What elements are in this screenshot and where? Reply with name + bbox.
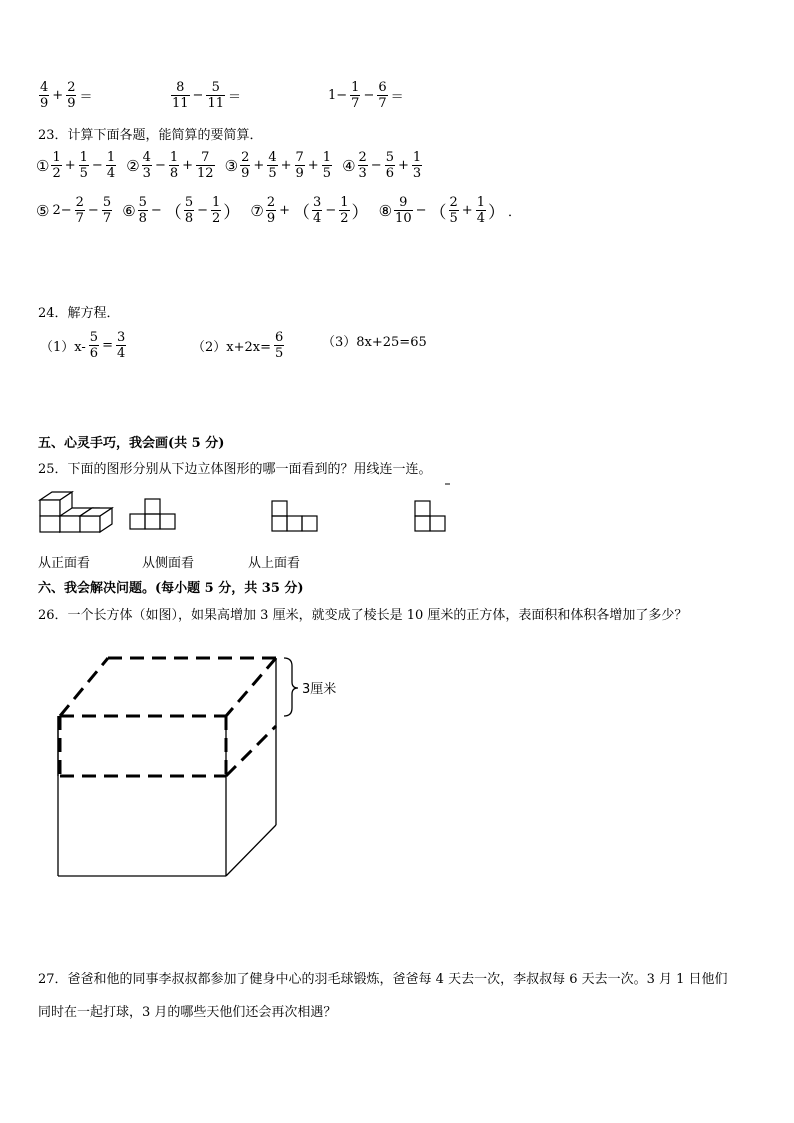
fraction-denominator: 8 [184, 211, 194, 226]
operator: + [307, 158, 319, 173]
fraction-numerator: 1 [52, 150, 61, 165]
solid-figure [40, 492, 112, 532]
operator: + [64, 158, 76, 173]
fraction-denominator: 5 [322, 166, 331, 181]
item-number: ⑧ [378, 201, 393, 220]
fraction [312, 195, 322, 226]
fraction-denominator: 3 [142, 166, 151, 181]
fraction-denominator: 9 [295, 166, 304, 181]
fraction-numerator: 4 [268, 150, 277, 165]
fraction-denominator: 9 [40, 96, 49, 111]
item-number: ④ [342, 156, 356, 175]
fraction-numerator: 9 [399, 195, 408, 210]
fraction [267, 150, 277, 181]
fraction [51, 150, 61, 181]
fraction-denominator: 5 [275, 346, 284, 361]
item-number: ② [126, 156, 140, 175]
q23-expr-3 [225, 150, 333, 181]
q23-expr-7 [250, 195, 369, 226]
operator: ． [507, 205, 521, 220]
operator: + [52, 88, 64, 103]
fraction [358, 150, 368, 181]
q25-label-front: 从正面看 [38, 556, 91, 571]
fraction [240, 150, 250, 181]
fraction [171, 80, 190, 111]
fraction-numerator: 2 [241, 150, 250, 165]
fraction [322, 150, 332, 181]
q27-line1: 27．爸爸和他的同事李叔叔都参加了健身中心的羽毛球锻炼，爸爸每 4 天去一次，李叔叔每 6 天去一次。3 月 1 日他们 [38, 972, 728, 987]
fraction [394, 195, 413, 226]
fraction [106, 150, 116, 181]
fraction [184, 195, 194, 226]
fraction-numerator: 5 [89, 330, 99, 345]
q23-expr-5 [36, 195, 113, 226]
fraction-denominator: 5 [79, 166, 88, 181]
fraction-numerator: 6 [378, 80, 387, 95]
fraction [39, 80, 49, 111]
fraction [169, 150, 179, 181]
prev-expr-2 [170, 80, 243, 111]
fraction [66, 80, 76, 111]
fraction-numerator: 1 [169, 150, 179, 165]
q23-expr-6 [122, 195, 241, 226]
operator: （1）x- [40, 340, 86, 355]
fraction [476, 195, 486, 226]
q26-figure-label: 3厘米 [302, 682, 337, 697]
fraction-numerator: 1 [322, 150, 331, 165]
q23-title: 23．计算下面各题，能简算的要简算． [38, 128, 263, 143]
fraction-numerator: 4 [142, 150, 151, 165]
q26-title: 26．一个长方体（如图），如果高增加 3 厘米，就变成了棱长是 10 厘米的正方体，表面积和体积各增加了多少？ [38, 608, 688, 623]
fraction-numerator: 5 [102, 195, 112, 210]
q25-label-top: 从上面看 [248, 556, 301, 571]
item-number: ⑦ [250, 201, 264, 220]
fraction-numerator: 5 [385, 150, 394, 165]
fraction-denominator: 7 [102, 211, 112, 226]
operator: − [363, 88, 375, 103]
fraction [79, 150, 89, 181]
parenthesis: ） [223, 203, 241, 223]
fraction [412, 150, 422, 181]
q23-expr-2 [126, 150, 215, 181]
fraction-denominator: 4 [116, 346, 126, 361]
fraction-numerator: 3 [313, 195, 322, 210]
fraction-denominator: 11 [207, 96, 224, 111]
fraction [266, 195, 276, 226]
q25-figures [30, 478, 470, 550]
fraction-numerator: 1 [340, 195, 349, 210]
q23-row2 [36, 195, 527, 226]
operator: ＝ [79, 90, 93, 105]
fraction [206, 80, 225, 111]
q24-eq-2 [190, 330, 285, 361]
fraction [196, 150, 215, 181]
operator: + [461, 203, 473, 218]
fraction-numerator: 2 [266, 195, 276, 210]
prev-expr-3 [326, 80, 406, 111]
fraction-numerator: 7 [201, 150, 210, 165]
fraction-denominator: 10 [395, 211, 412, 226]
fraction-numerator: 1 [351, 80, 360, 95]
fraction-denominator: 2 [340, 211, 349, 226]
fraction-denominator: 11 [172, 96, 189, 111]
parenthesis: （ [429, 203, 447, 223]
fraction-denominator: 3 [358, 166, 367, 181]
operator: 2− [52, 203, 72, 218]
operator: − [197, 203, 209, 218]
fraction-denominator: 2 [52, 166, 61, 181]
operator: − [154, 158, 166, 173]
operator: − [192, 88, 204, 103]
fraction-numerator: 4 [40, 80, 49, 95]
q24-title: 24．解方程． [38, 306, 120, 321]
fraction [211, 195, 221, 226]
view-figure-1 [130, 499, 175, 529]
fraction-numerator: 7 [295, 150, 304, 165]
operator: （2）x+2x= [192, 340, 271, 355]
fraction [89, 330, 99, 361]
operator: （3）8x+25=65 [322, 335, 427, 350]
q23-row1 [36, 150, 427, 181]
fraction [274, 330, 284, 361]
view-figure-2 [272, 501, 317, 531]
operator: ＝ [390, 90, 404, 105]
fraction-denominator: 9 [241, 166, 250, 181]
parenthesis: ） [351, 203, 369, 223]
fraction-denominator: 5 [449, 211, 458, 226]
fraction-denominator: 4 [476, 211, 485, 226]
fraction-denominator: 4 [313, 211, 322, 226]
fraction-numerator: 2 [449, 195, 458, 210]
fraction [295, 150, 305, 181]
operator: + [279, 203, 291, 218]
q24-eq-1 [38, 330, 127, 361]
operator: + [280, 158, 292, 173]
section6-heading: 六、我会解决问题。(每小题 5 分，共 35 分) [38, 581, 304, 596]
fraction [102, 195, 112, 226]
section5-heading: 五、心灵手巧，我会画(共 5 分) [38, 436, 225, 451]
fraction-numerator: 1 [106, 150, 116, 165]
q24-eq-3 [320, 330, 429, 350]
fraction-denominator: 3 [412, 166, 422, 181]
fraction-denominator: 12 [197, 166, 214, 181]
q26-cuboid-figure [40, 640, 380, 890]
fraction [138, 195, 148, 226]
fraction-numerator: 2 [358, 150, 367, 165]
operator: − [87, 203, 99, 218]
fraction-denominator: 7 [75, 211, 84, 226]
fraction-denominator: 6 [89, 346, 99, 361]
fraction-denominator: 6 [385, 166, 394, 181]
item-number: ⑤ [36, 201, 50, 220]
operator: + [253, 158, 265, 173]
item-number: ⑥ [122, 201, 136, 220]
fraction-numerator: 2 [67, 80, 76, 95]
fraction-numerator: 1 [79, 150, 88, 165]
q27-line2: 同时在一起打球，3 月的哪些天他们还会再次相遇？ [38, 1005, 337, 1020]
fraction-denominator: 2 [212, 211, 221, 226]
fraction-denominator: 4 [106, 166, 116, 181]
fraction-denominator: 8 [169, 166, 179, 181]
prev-problems-row [38, 80, 758, 116]
fraction [339, 195, 349, 226]
operator: − [415, 203, 427, 218]
q23-expr-1 [36, 150, 117, 181]
fraction-numerator: 1 [212, 195, 221, 210]
fraction [377, 80, 387, 111]
operator: − [325, 203, 337, 218]
parenthesis: ） [487, 203, 505, 223]
fraction-numerator: 2 [75, 195, 84, 210]
q23-expr-8 [379, 195, 523, 226]
fraction-numerator: 1 [412, 150, 422, 165]
prev-expr-1 [38, 80, 94, 111]
view-figure-3 [415, 501, 445, 531]
fraction-denominator: 5 [268, 166, 277, 181]
fraction-denominator: 7 [351, 96, 360, 111]
item-number: ③ [224, 156, 239, 175]
fraction-numerator: 5 [138, 195, 147, 210]
q23-expr-4 [342, 150, 423, 181]
parenthesis: （ [293, 203, 311, 223]
operator: 1− [328, 88, 348, 103]
fraction-denominator: 7 [378, 96, 387, 111]
item-number: ① [36, 156, 50, 175]
fraction-denominator: 8 [138, 211, 147, 226]
operator: − [370, 158, 382, 173]
fraction [350, 80, 360, 111]
operator: + [182, 158, 194, 173]
operator: + [397, 158, 409, 173]
fraction [116, 330, 126, 361]
fraction-numerator: 1 [476, 195, 485, 210]
operator: = [102, 338, 113, 353]
fraction-numerator: 6 [275, 330, 284, 345]
operator: − [150, 203, 162, 218]
fraction [449, 195, 459, 226]
fraction-denominator: 9 [266, 211, 276, 226]
fraction [142, 150, 152, 181]
operator: − [91, 158, 103, 173]
operator: ＝ [228, 90, 242, 105]
fraction-numerator: 8 [176, 80, 185, 95]
fraction-denominator: 9 [67, 96, 76, 111]
fraction [75, 195, 85, 226]
fraction [385, 150, 395, 181]
parenthesis: （ [164, 203, 182, 223]
fraction-numerator: 5 [211, 80, 220, 95]
q25-title: 25．下面的图形分别从下边立体图形的哪一面看到的？用线连一连。 [38, 462, 432, 477]
fraction-numerator: 5 [184, 195, 194, 210]
fraction-numerator: 3 [116, 330, 126, 345]
q25-label-side: 从侧面看 [142, 556, 195, 571]
